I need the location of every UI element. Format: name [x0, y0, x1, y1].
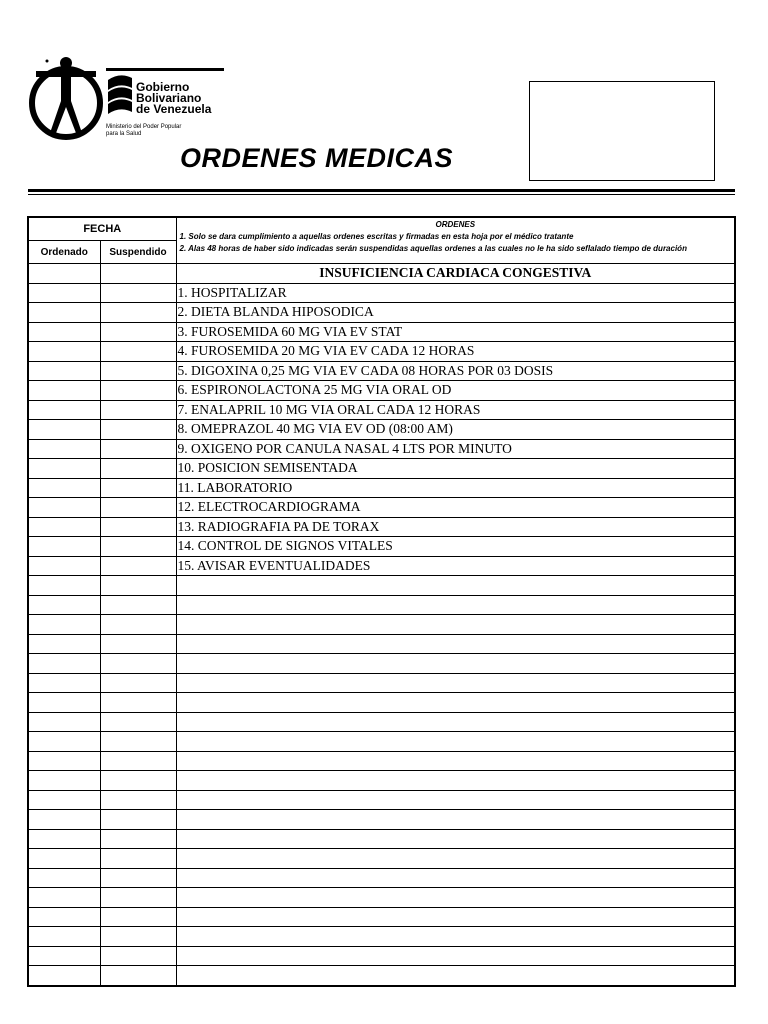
- ordenado-cell[interactable]: [28, 751, 100, 771]
- suspendido-header: Suspendido: [100, 241, 176, 264]
- table-row: [28, 322, 735, 342]
- ordenado-header: Ordenado: [28, 241, 100, 264]
- ordenado-cell[interactable]: [28, 498, 100, 518]
- table-row: [28, 927, 735, 947]
- suspendido-cell[interactable]: [100, 693, 176, 713]
- gov-line-1: Gobierno: [136, 80, 190, 94]
- suspendido-cell[interactable]: [100, 517, 176, 537]
- suspendido-cell[interactable]: [100, 498, 176, 518]
- table-row: [28, 654, 735, 674]
- ordenado-cell[interactable]: [28, 888, 100, 908]
- order-cell[interactable]: [176, 654, 735, 674]
- table-row: [28, 790, 735, 810]
- stamp-box: [529, 81, 715, 181]
- table-row: [28, 459, 735, 479]
- suspendido-cell[interactable]: [100, 790, 176, 810]
- suspendido-cell[interactable]: [100, 732, 176, 752]
- suspendido-cell[interactable]: [100, 400, 176, 420]
- table-row: [28, 751, 735, 771]
- orders-table: [27, 216, 736, 987]
- order-cell[interactable]: 3. FUROSEMIDA 60 MG VIA EV STAT: [176, 322, 735, 342]
- venezuela-flag-icon: [106, 70, 134, 120]
- ordenado-cell[interactable]: [28, 966, 100, 986]
- order-cell[interactable]: [176, 849, 735, 869]
- order-cell[interactable]: 8. OMEPRAZOL 40 MG VIA EV OD (08:00 AM): [176, 420, 735, 440]
- title-rule-thick: [28, 189, 735, 192]
- suspendido-cell[interactable]: [100, 654, 176, 674]
- order-cell[interactable]: 11. LABORATORIO: [176, 478, 735, 498]
- table-row: [28, 810, 735, 830]
- order-cell[interactable]: [176, 712, 735, 732]
- table-row: [28, 517, 735, 537]
- suspendido-cell[interactable]: [100, 459, 176, 479]
- ordenado-cell[interactable]: [28, 829, 100, 849]
- table-row: [28, 673, 735, 693]
- table-row: [28, 381, 735, 401]
- ordenado-cell[interactable]: [28, 283, 100, 303]
- table-row: [28, 634, 735, 654]
- ordenado-cell[interactable]: [28, 634, 100, 654]
- order-cell[interactable]: [176, 927, 735, 947]
- ordenado-cell[interactable]: [28, 517, 100, 537]
- suspendido-cell[interactable]: [100, 361, 176, 381]
- suspendido-cell[interactable]: [100, 537, 176, 557]
- order-cell[interactable]: [176, 829, 735, 849]
- ordenado-cell[interactable]: [28, 654, 100, 674]
- ordenado-cell[interactable]: [28, 712, 100, 732]
- suspendido-cell[interactable]: [100, 771, 176, 791]
- suspendido-cell[interactable]: [100, 907, 176, 927]
- ordenado-cell[interactable]: [28, 381, 100, 401]
- ordenado-cell[interactable]: [28, 868, 100, 888]
- ministry-line-1: Ministerio del Poder Popular: [106, 124, 182, 130]
- order-cell[interactable]: [176, 693, 735, 713]
- suspendido-cell[interactable]: [100, 264, 176, 284]
- order-cell[interactable]: [176, 810, 735, 830]
- table-row: [28, 966, 735, 986]
- suspendido-cell[interactable]: [100, 868, 176, 888]
- table-row: [28, 537, 735, 557]
- table-row: [28, 732, 735, 752]
- table-row: [28, 556, 735, 576]
- ordenado-cell[interactable]: [28, 732, 100, 752]
- ordenado-cell[interactable]: [28, 439, 100, 459]
- suspendido-cell[interactable]: [100, 322, 176, 342]
- suspendido-cell[interactable]: [100, 478, 176, 498]
- ordenado-cell[interactable]: [28, 615, 100, 635]
- suspendido-cell[interactable]: [100, 634, 176, 654]
- suspendido-cell[interactable]: [100, 927, 176, 947]
- order-cell[interactable]: [176, 946, 735, 966]
- suspendido-cell[interactable]: [100, 381, 176, 401]
- suspendido-cell[interactable]: [100, 303, 176, 323]
- suspendido-cell[interactable]: [100, 420, 176, 440]
- suspendido-cell[interactable]: [100, 673, 176, 693]
- ministry-line-2: para la Salud: [106, 131, 142, 137]
- table-row: [28, 829, 735, 849]
- suspendido-cell[interactable]: [100, 595, 176, 615]
- suspendido-cell[interactable]: [100, 283, 176, 303]
- ordenado-cell[interactable]: [28, 361, 100, 381]
- ordenado-cell[interactable]: [28, 303, 100, 323]
- table-row: [28, 303, 735, 323]
- suspendido-cell[interactable]: [100, 576, 176, 596]
- title-rule-thin: [28, 194, 735, 195]
- order-cell[interactable]: 10. POSICION SEMISENTADA: [176, 459, 735, 479]
- order-cell[interactable]: [176, 673, 735, 693]
- order-cell[interactable]: [176, 790, 735, 810]
- gov-line-3: de Venezuela: [136, 102, 212, 116]
- table-row: [28, 361, 735, 381]
- order-cell[interactable]: 14. CONTROL DE SIGNOS VITALES: [176, 537, 735, 557]
- suspendido-cell[interactable]: [100, 342, 176, 362]
- order-cell[interactable]: [176, 888, 735, 908]
- order-cell[interactable]: [176, 576, 735, 596]
- order-cell[interactable]: 13. RADIOGRAFIA PA DE TORAX: [176, 517, 735, 537]
- order-cell[interactable]: 6. ESPIRONOLACTONA 25 MG VIA ORAL OD: [176, 381, 735, 401]
- table-row: [28, 615, 735, 635]
- ordenado-cell[interactable]: [28, 693, 100, 713]
- ordenado-cell[interactable]: [28, 810, 100, 830]
- suspendido-cell[interactable]: [100, 712, 176, 732]
- fecha-header: FECHA: [28, 217, 176, 241]
- ordenado-cell[interactable]: [28, 537, 100, 557]
- order-cell[interactable]: [176, 868, 735, 888]
- ministry-text: [106, 124, 181, 138]
- ordenado-cell[interactable]: [28, 673, 100, 693]
- order-cell[interactable]: [176, 615, 735, 635]
- suspendido-cell[interactable]: [100, 888, 176, 908]
- suspendido-cell[interactable]: [100, 810, 176, 830]
- order-cell[interactable]: 5. DIGOXINA 0,25 MG VIA EV CADA 08 HORAS POR 03 DOSIS: [176, 361, 735, 381]
- diagnosis-cell[interactable]: INSUFICIENCIA CARDIACA CONGESTIVA: [176, 264, 735, 284]
- table-row: [28, 420, 735, 440]
- ordenado-cell[interactable]: [28, 771, 100, 791]
- order-cell[interactable]: 9. OXIGENO POR CANULA NASAL 4 LTS POR MINUTO: [176, 439, 735, 459]
- table-row: [28, 342, 735, 362]
- suspendido-cell[interactable]: [100, 751, 176, 771]
- ordenado-cell[interactable]: [28, 478, 100, 498]
- table-row: [28, 595, 735, 615]
- table-row: [28, 693, 735, 713]
- order-cell[interactable]: [176, 595, 735, 615]
- table-row: [28, 849, 735, 869]
- order-cell[interactable]: 15. AVISAR EVENTUALIDADES: [176, 556, 735, 576]
- ordenes-header: [176, 217, 735, 264]
- table-row: [28, 576, 735, 596]
- ordenes-title: ORDENES: [435, 220, 476, 229]
- suspendido-cell[interactable]: [100, 829, 176, 849]
- order-cell[interactable]: [176, 907, 735, 927]
- ordenado-cell[interactable]: [28, 927, 100, 947]
- table-row: [28, 946, 735, 966]
- ordenado-cell[interactable]: [28, 400, 100, 420]
- table-row: [28, 907, 735, 927]
- order-cell[interactable]: [176, 634, 735, 654]
- table-row: [28, 439, 735, 459]
- ordenado-cell[interactable]: [28, 907, 100, 927]
- order-cell[interactable]: [176, 966, 735, 986]
- table-row: [28, 868, 735, 888]
- table-row: [28, 888, 735, 908]
- suspendido-cell[interactable]: [100, 615, 176, 635]
- order-cell[interactable]: [176, 771, 735, 791]
- ordenado-cell[interactable]: [28, 946, 100, 966]
- table-row: [28, 498, 735, 518]
- ordenado-cell[interactable]: [28, 576, 100, 596]
- government-logo-text: [136, 82, 211, 115]
- suspendido-cell[interactable]: [100, 556, 176, 576]
- order-cell[interactable]: [176, 732, 735, 752]
- ordenado-cell[interactable]: [28, 264, 100, 284]
- table-row: [28, 771, 735, 791]
- ordenes-note-1: 1. Solo se dara cumplimiento a aquellas ordenes escritas y firmadas en esta hoja por el médico tratante: [179, 232, 574, 241]
- order-cell[interactable]: [176, 751, 735, 771]
- hospital-emblem-icon: [28, 55, 104, 143]
- document-title: ORDENES MEDICAS: [180, 143, 454, 173]
- ordenado-cell[interactable]: [28, 322, 100, 342]
- ordenado-cell[interactable]: [28, 595, 100, 615]
- table-row: [28, 712, 735, 732]
- order-cell[interactable]: 4. FUROSEMIDA 20 MG VIA EV CADA 12 HORAS: [176, 342, 735, 362]
- order-cell[interactable]: 2. DIETA BLANDA HIPOSODICA: [176, 303, 735, 323]
- ordenado-cell[interactable]: [28, 420, 100, 440]
- ordenado-cell[interactable]: [28, 342, 100, 362]
- table-row: [28, 478, 735, 498]
- table-row: [28, 283, 735, 303]
- ordenado-cell[interactable]: [28, 459, 100, 479]
- table-row: [28, 400, 735, 420]
- order-cell[interactable]: 7. ENALAPRIL 10 MG VIA ORAL CADA 12 HORAS: [176, 400, 735, 420]
- suspendido-cell[interactable]: [100, 439, 176, 459]
- order-cell[interactable]: 1. HOSPITALIZAR: [176, 283, 735, 303]
- gov-line-2: Bolivariano: [136, 91, 202, 105]
- ordenado-cell[interactable]: [28, 790, 100, 810]
- suspendido-cell[interactable]: [100, 966, 176, 986]
- suspendido-cell[interactable]: [100, 849, 176, 869]
- ordenado-cell[interactable]: [28, 556, 100, 576]
- suspendido-cell[interactable]: [100, 946, 176, 966]
- ordenado-cell[interactable]: [28, 849, 100, 869]
- ordenes-note-2: 2. Alas 48 horas de haber sido indicadas serán suspendidas aquellas ordenes a las cuales no le ha sido seflalado tiempo de duración: [179, 244, 687, 253]
- order-cell[interactable]: 12. ELECTROCARDIOGRAMA: [176, 498, 735, 518]
